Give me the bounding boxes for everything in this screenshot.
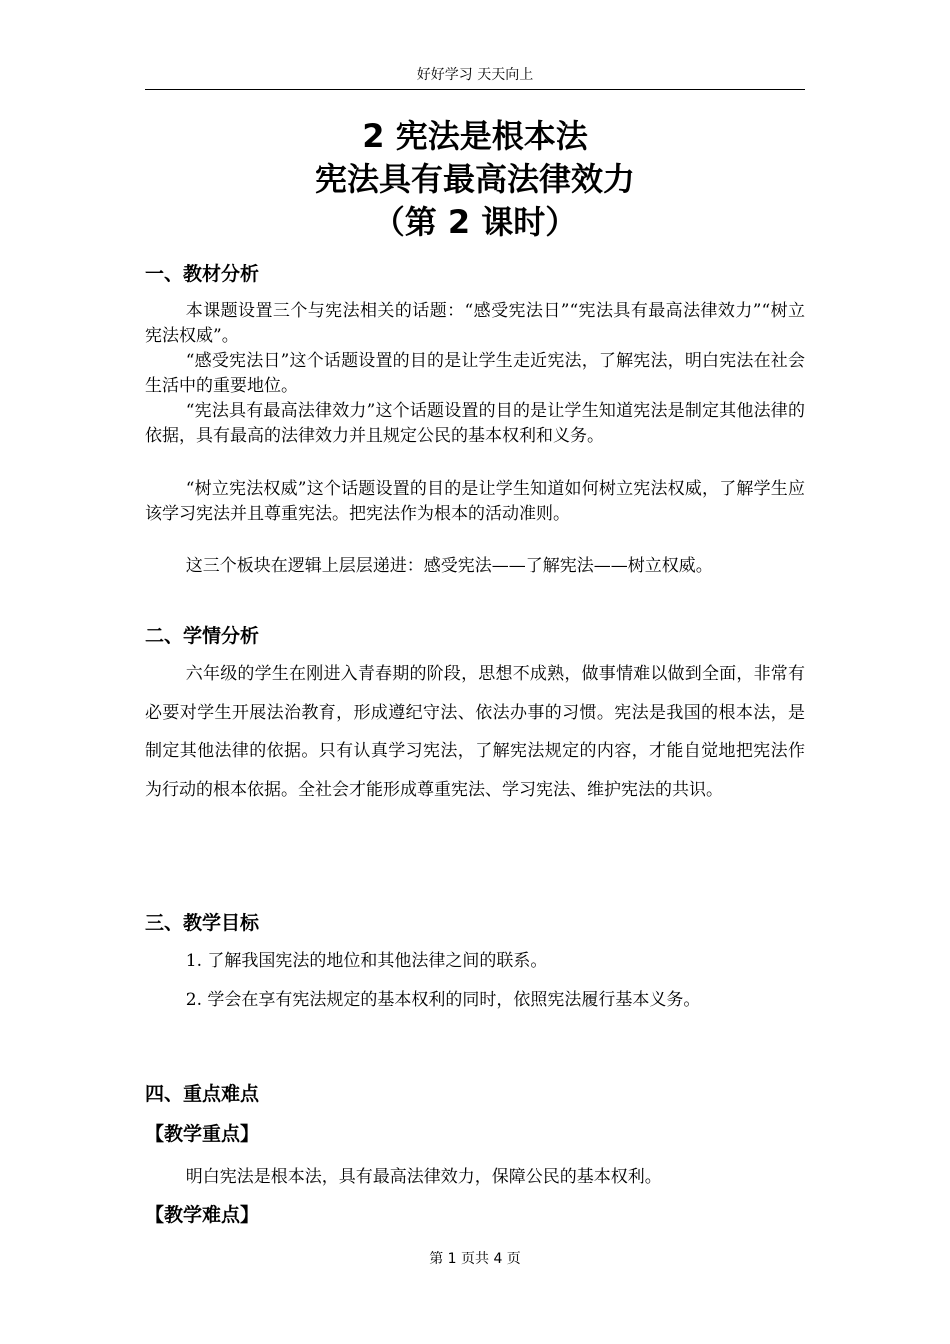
paragraph: 本课题设置三个与宪法相关的话题：“感受宪法日”“宪法具有最高法律效力”“树立宪法权威”。 [145, 301, 805, 346]
title-line-1: 2 宪法是根本法 [362, 117, 588, 155]
section-heading-student-analysis: 二、学情分析 [145, 625, 260, 647]
paragraph: 六年级的学生在刚进入青春期的阶段，思想不成熟，做事情难以做到全面，非常有必要对学生开展法治教育，形成遵纪守法、依法办事的习惯。宪法是我国的根本法，是制定其他法律的依据。只有认真学习宪法，了解宪法规定的内容，才能自觉地把宪法作为行动的根本依据。全社会才能形成尊重宪法、学习宪法、维护宪法的共识。 [145, 664, 805, 800]
title-line-3: （第 2 课时） [372, 203, 578, 241]
section-heading-teaching-goals: 三、教学目标 [145, 912, 260, 934]
paragraph: “树立宪法权威”这个话题设置的目的是让学生知道如何树立宪法权威，了解学生应该学习宪法并且尊重宪法。把宪法作为根本的活动准则。 [145, 479, 805, 524]
header-divider [145, 89, 805, 90]
section-heading-textbook-analysis: 一、教材分析 [145, 263, 260, 285]
title-line-2: 宪法具有最高法律效力 [314, 160, 635, 198]
paragraph: “宪法具有最高法律效力”这个话题设置的目的是让学生知道宪法是制定其他法律的依据，具有最高的法律效力并且规定公民的基本权利和义务。 [145, 401, 805, 446]
list-item: 1. 了解我国宪法的地位和其他法律之间的联系。 [185, 951, 548, 971]
key-point-label: 【教学重点】 [145, 1123, 260, 1145]
page-footer: 第 1 页共 4 页 [429, 1251, 521, 1267]
paragraph: 这三个板块在逻辑上层层递进：感受宪法——了解宪法——树立权威。 [185, 556, 713, 576]
paragraph: “感受宪法日”这个话题设置的目的是让学生走近宪法，了解宪法，明白宪法在社会生活中的重要地位。 [145, 351, 805, 396]
list-item: 2. 学会在享有宪法规定的基本权利的同时，依照宪法履行基本义务。 [185, 990, 701, 1010]
difficulty-label: 【教学难点】 [145, 1204, 260, 1226]
section-heading-key-difficulties: 四、重点难点 [145, 1083, 260, 1105]
page-header: 好好学习 天天向上 [416, 67, 534, 83]
paragraph: 明白宪法是根本法，具有最高法律效力，保障公民的基本权利。 [185, 1167, 662, 1187]
